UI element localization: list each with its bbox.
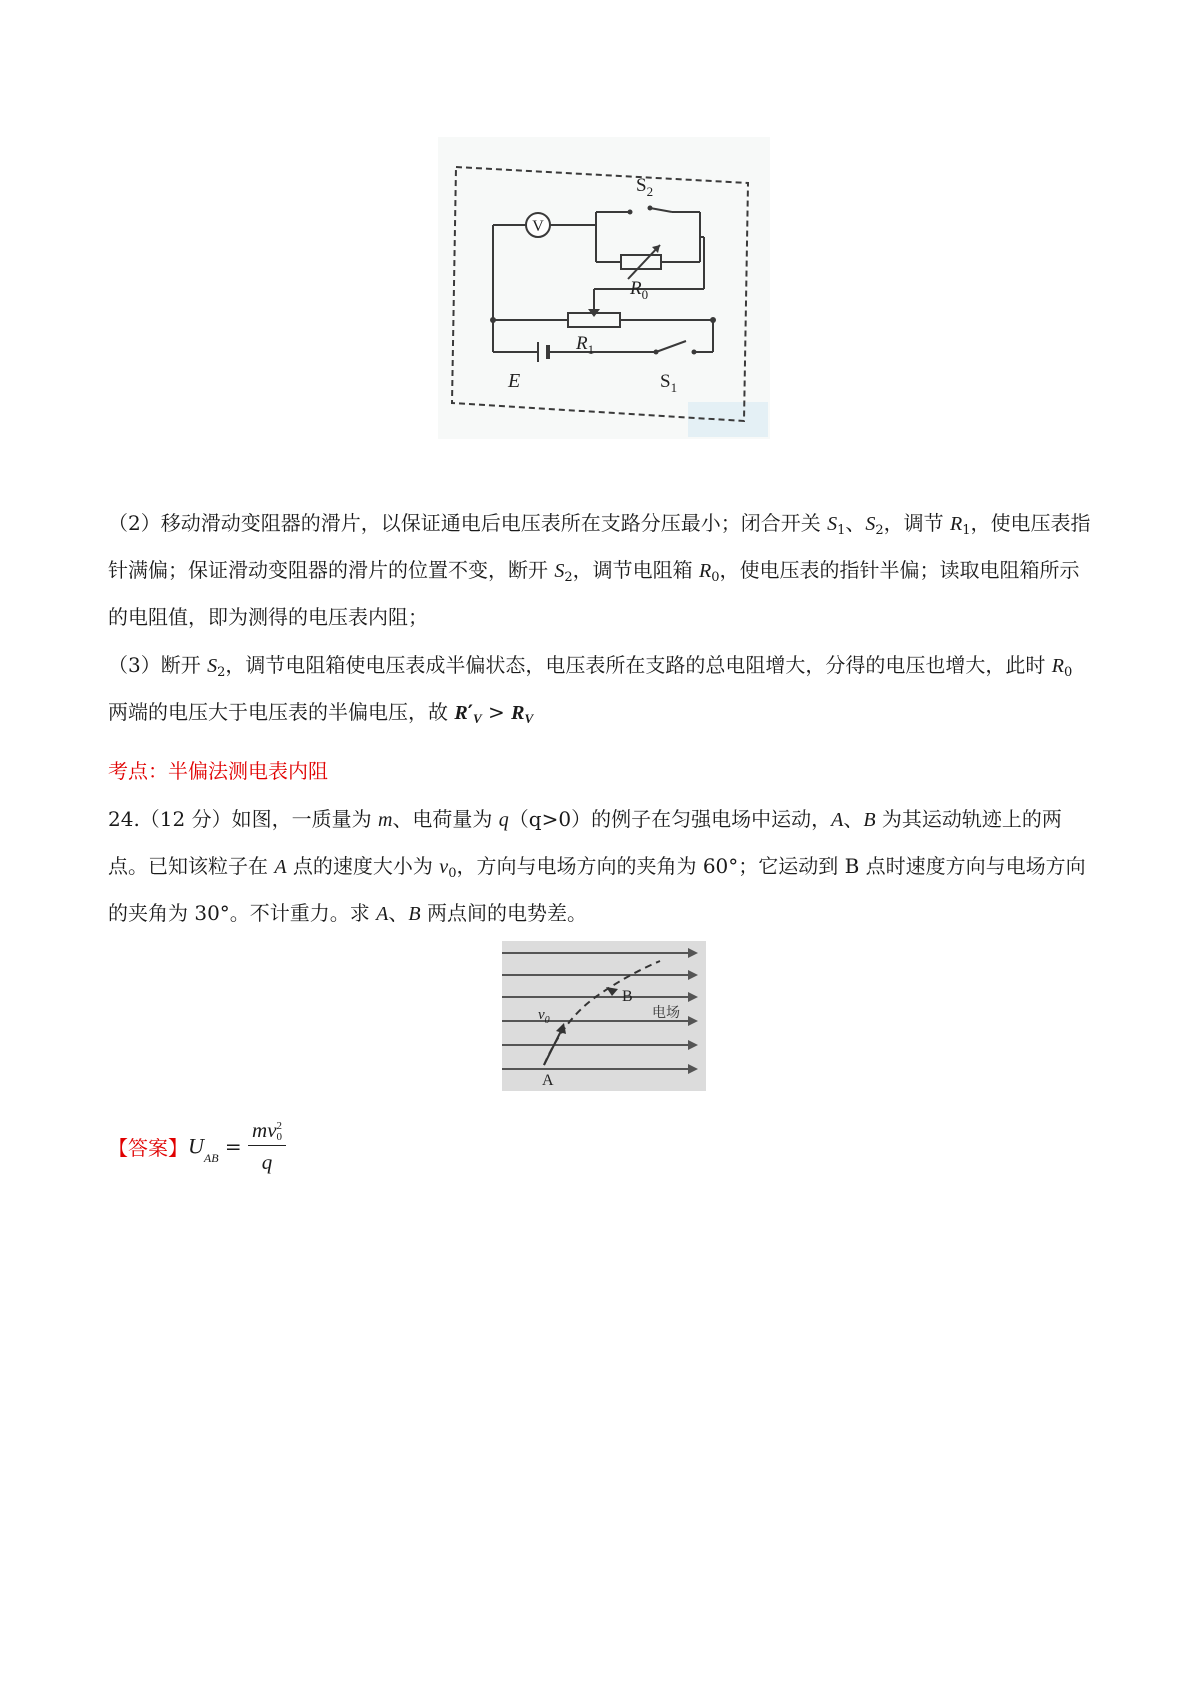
field-figure bbox=[502, 941, 706, 1091]
v0-label-sub: 0 bbox=[544, 1015, 550, 1026]
question-24: 24.（12 分）如图，一质量为 m、电荷量为 q（q>0）的例子在匀强电场中运动，A、B 为其运动轨迹上的两点。已知该粒子在 A 点的速度大小为 $v_0$，方向与电场方向的夹角为 60°；它运动到 B 点时速度方向与电场方向的夹角为 30°。不计重力。求 A、B 两点间的电势差。 bbox=[108, 807, 1086, 925]
s2-label: S bbox=[636, 175, 647, 196]
circuit-figure bbox=[438, 137, 770, 439]
field-label: 电场 bbox=[652, 1005, 680, 1021]
topic-note: 考点：半偏法测电表内阻 bbox=[108, 759, 328, 783]
r1-label: R bbox=[576, 333, 588, 354]
r0-label-sub: 0 bbox=[641, 287, 649, 302]
answer-fraction: mv 2 0 q bbox=[248, 1118, 286, 1175]
step-3-paragraph: （3）断开 $S_2$，调节电阻箱使电压表成半偏状态，电压表所在支路的总电阻增大，分得的电压也增大，此时 $R_0$ 两端的电压大于电压表的半偏电压，故 $R'_V > R_V$ bbox=[108, 653, 1073, 726]
r0-label: R bbox=[630, 278, 642, 299]
s1-label: S bbox=[660, 371, 671, 392]
answer-line: 【答案】$U_{AB}$ = mv 2 0 q bbox=[108, 1118, 1098, 1175]
v0-label: v bbox=[538, 1007, 545, 1023]
step-2-paragraph: （2）移动滑动变阻器的滑片，以保证通电后电压表所在支路分压最小；闭合开关 $S_1$、$S_2$，调节 $R_1$，使电压表指针满偏；保证滑动变阻器的滑片的位置不变，断开 $S_2$，调节电阻箱 $R_0$，使电压表的指针半偏；读取电阻箱所示的电阻值，即为测得的电压表内阻； bbox=[108, 511, 1091, 629]
voltmeter-label: V bbox=[532, 218, 544, 235]
point-a-label: A bbox=[542, 1072, 554, 1089]
r1-label-sub: 1 bbox=[587, 342, 595, 357]
answer-label: 【答案】 bbox=[108, 1136, 188, 1161]
s1-label-sub: 1 bbox=[670, 380, 678, 395]
s2-label-sub: 2 bbox=[646, 184, 654, 199]
point-b-label: B bbox=[622, 988, 633, 1005]
e-label: E bbox=[508, 370, 521, 392]
